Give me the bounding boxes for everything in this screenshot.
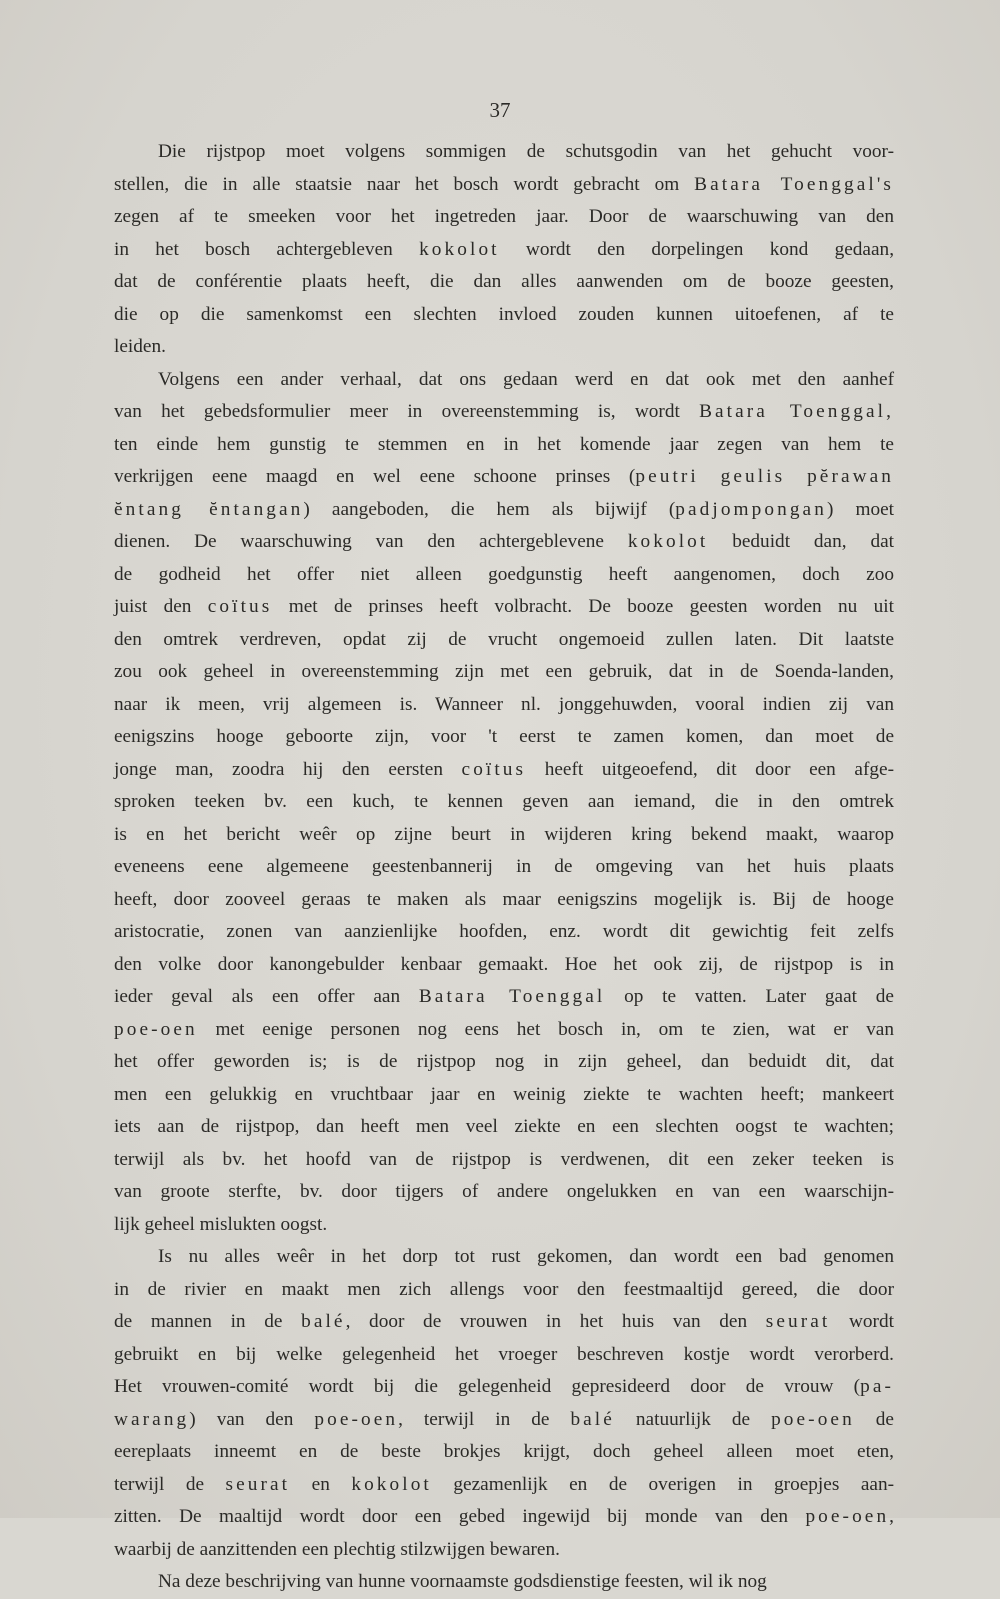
text-segment: van het gebedsformulier meer in overeenstemming is, wordt	[114, 401, 700, 422]
text-segment: Is nu alles weêr in het dorp tot rust gekomen, dan wordt een bad genomen	[158, 1246, 894, 1267]
text-line	[114, 754, 894, 787]
text-line	[114, 299, 894, 332]
spaced-term: seurat	[225, 1473, 291, 1495]
text-line	[114, 884, 894, 917]
text-segment: heeft, door zooveel geraas te maken als maar eenigszins mogelijk is. Bij de hooge	[114, 888, 894, 910]
text-segment: Die rijstpop moet volgens sommigen de schutsgodin van het gehucht voor-	[158, 141, 894, 162]
text-segment: , terwijl in de	[398, 1408, 571, 1430]
text-segment: van groote sterfte, bv. door tijgers of andere ongelukken en van een waarschijn-	[114, 1181, 894, 1202]
text-segment: beduidt dan, dat	[708, 531, 894, 552]
text-line	[114, 624, 894, 657]
text-segment: gezamenlijk en de overigen in groepjes aan-	[431, 1473, 895, 1495]
text-line	[114, 1241, 894, 1274]
text-line	[114, 1371, 894, 1404]
text-segment: wordt	[830, 1311, 894, 1332]
text-segment: ) moet	[826, 498, 895, 520]
text-line	[114, 1014, 894, 1047]
text-segment: juist den	[114, 596, 208, 617]
text-line	[114, 1306, 894, 1339]
text-segment: en	[290, 1473, 352, 1495]
text-segment: ten einde hem gunstig te stemmen en in het komende jaar zegen van hem te	[114, 433, 894, 455]
text-line	[114, 721, 894, 754]
text-segment: sproken teeken bv. een kuch, te kennen geven aan iemand, die in den omtrek	[114, 791, 894, 812]
text-line	[114, 1111, 894, 1144]
text-line	[114, 201, 894, 234]
spaced-term: kokolot	[351, 1473, 432, 1495]
text-line	[114, 1534, 894, 1567]
text-line	[114, 559, 894, 592]
text-line	[114, 136, 894, 169]
text-line	[114, 234, 894, 267]
spaced-term: coïtus	[461, 758, 527, 780]
spaced-term: padjompongan	[675, 498, 827, 520]
paragraph	[114, 1241, 894, 1566]
text-segment: lijk geheel mislukten oogst.	[114, 1213, 328, 1235]
spaced-term: warang	[114, 1408, 190, 1430]
text-segment: gebruikt en bij welke gelegenheid het vroeger beschreven kostje wordt verorberd.	[114, 1343, 894, 1365]
text-segment: in het bosch achtergebleven	[114, 238, 420, 260]
spaced-term: balé	[570, 1408, 615, 1430]
text-line	[114, 494, 894, 527]
text-segment: Het vrouwen-comité wordt bij die gelegenheid gepresideerd door de vrouw (	[114, 1376, 861, 1397]
text-line	[114, 1339, 894, 1372]
text-segment: men een gelukkig en vruchtbaar jaar en weinig ziekte te wachten heeft; mankeert	[114, 1083, 894, 1105]
text-line	[114, 526, 894, 559]
text-line	[114, 591, 894, 624]
text-segment: eereplaats inneemt en de beste brokjes krijgt, doch geheel alleen moet eten,	[114, 1441, 894, 1462]
text-segment: eenigszins hooge geboorte zijn, voor 't eerst te zamen komen, dan moet de	[114, 726, 894, 747]
text-segment: ) aangeboden, die hem als bijwijf (	[303, 498, 676, 520]
text-segment: ) van den	[189, 1408, 315, 1430]
text-segment: iets aan de rijstpop, dan heeft men veel ziekte en een slechten oogst te wachten;	[114, 1116, 894, 1137]
text-line	[114, 169, 894, 202]
text-segment: is en het bericht weêr op zijne beurt in wijderen kring bekend maakt, waarop	[114, 823, 894, 845]
spaced-term: ĕntang ĕntangan	[114, 498, 304, 520]
spaced-term: kokolot	[627, 531, 709, 552]
text-line	[114, 1046, 894, 1079]
text-segment: de godheid het offer niet alleen goedgunstig heeft aangenomen, doch zoo	[114, 563, 894, 585]
spaced-term: balé	[301, 1311, 346, 1332]
text-segment: met de prinses heeft volbracht. De booze geesten worden nu uit	[272, 596, 894, 617]
text-line	[114, 689, 894, 722]
text-segment: Na deze beschrijving van hunne voornaamste godsdienstige feesten, wil ik nog	[158, 1571, 767, 1592]
paragraph	[114, 1566, 894, 1599]
text-line	[114, 1176, 894, 1209]
text-line	[114, 786, 894, 819]
text-segment: ieder geval als een offer aan	[114, 986, 419, 1007]
text-line	[114, 1566, 894, 1599]
paragraph	[114, 364, 894, 1242]
text-segment: terwijl de	[114, 1473, 226, 1495]
text-segment: eveneens eene algemeene geestenbannerij in de omgeving van het huis plaats	[114, 856, 894, 877]
text-segment: het offer geworden is; is de rijstpop nog in zijn geheel, dan beduidt dit, dat	[114, 1051, 894, 1072]
spaced-term: poe-oen	[805, 1506, 890, 1527]
text-line	[114, 851, 894, 884]
text-segment: de	[854, 1408, 894, 1430]
text-segment: terwijl als bv. het hoofd van de rijstpop is verdwenen, dit een zeker teeken is	[114, 1148, 894, 1170]
text-segment: jonge man, zoodra hij den eersten	[114, 758, 462, 780]
spaced-term: seurat	[765, 1311, 831, 1332]
spaced-term: coïtus	[207, 596, 273, 617]
spaced-term: kokolot	[419, 238, 500, 260]
spaced-term: peutri geulis pĕrawan	[635, 466, 894, 487]
text-line	[114, 819, 894, 852]
text-segment: aristocratie, zonen van aanzienlijke hoofden, enz. wordt dit gewichtig feit zelfs	[114, 921, 894, 942]
text-line	[114, 396, 894, 429]
spaced-term: poe-oen	[771, 1408, 855, 1430]
text-segment: leiden.	[114, 336, 166, 357]
spaced-term: poe-oen	[314, 1408, 399, 1430]
text-segment: in de rivier en maakt men zich allengs voor den feestmaaltijd gereed, die door	[114, 1278, 894, 1300]
page-number: 37	[489, 98, 511, 122]
text-line	[114, 1079, 894, 1112]
text-line	[114, 1144, 894, 1177]
text-line	[114, 1404, 894, 1437]
text-segment: die op die samenkomst een slechten invloed zouden kunnen uitoefenen, af te	[114, 303, 894, 325]
spaced-term: pa-	[860, 1376, 894, 1397]
text-segment: stellen, die in alle staatsie naar het bosch wordt gebracht om	[114, 173, 695, 195]
text-line	[114, 916, 894, 949]
text-segment: naar ik meen, vrij algemeen is. Wanneer nl. jonggehuwden, vooral indien zij van	[114, 693, 894, 715]
text-segment: dat de conférentie plaats heeft, die dan alles aanwenden om de booze geesten,	[114, 271, 894, 292]
text-segment: zou ook geheel in overeenstemming zijn met een gebruik, dat in de Soenda-landen,	[114, 661, 894, 682]
text-segment: met eenige personen nog eens het bosch in, om te zien, wat er van	[197, 1018, 894, 1040]
text-line	[114, 1469, 894, 1502]
text-segment: wordt den dorpelingen kond gedaan,	[499, 238, 895, 260]
text-line	[114, 429, 894, 462]
text-segment: zitten. De maaltijd wordt door een gebed ingewijd bij monde van den	[114, 1506, 806, 1527]
text-segment: de mannen in de	[114, 1311, 302, 1332]
text-line	[114, 266, 894, 299]
text-line	[114, 331, 894, 364]
text-segment: op te vatten. Later gaat de	[605, 986, 894, 1007]
text-segment: Volgens een ander verhaal, dat ons gedaan werd en dat ook met den aanhef	[158, 368, 894, 390]
spaced-term: Batara Toenggal	[418, 986, 606, 1007]
text-segment: den volke door kanongebulder kenbaar gemaakt. Hoe het ook zij, de rijstpop is in	[114, 953, 894, 975]
text-line	[114, 949, 894, 982]
text-line	[114, 461, 894, 494]
text-segment: dienen. De waarschuwing van den achtergeblevene	[114, 531, 628, 552]
text-segment: , door de vrouwen in het huis van den	[345, 1311, 766, 1332]
text-segment: verkrijgen eene maagd en wel eene schoone prinses (	[114, 466, 636, 487]
text-line	[114, 981, 894, 1014]
text-segment: natuurlijk de	[614, 1408, 772, 1430]
text-line	[114, 1501, 894, 1534]
text-segment: den omtrek verdreven, opdat zij de vrucht ongemoeid zullen laten. Dit laatste	[114, 628, 894, 650]
text-line	[114, 1274, 894, 1307]
body-text	[114, 136, 894, 1599]
text-segment: waarbij de aanzittenden een plechtig stilzwijgen bewaren.	[114, 1538, 560, 1560]
text-line	[114, 1209, 894, 1242]
text-line	[114, 1436, 894, 1469]
text-line	[114, 656, 894, 689]
paragraph	[114, 136, 894, 364]
text-segment: ,	[889, 1506, 894, 1527]
spaced-term: poe-oen	[114, 1018, 198, 1040]
spaced-term: Batara Toenggal's	[694, 173, 894, 195]
text-segment: heeft uitgeoefend, dit door een afge-	[526, 758, 894, 780]
spaced-term: Batara Toenggal,	[699, 401, 894, 422]
text-line	[114, 364, 894, 397]
text-segment: zegen af te smeeken voor het ingetreden jaar. Door de waarschuwing van den	[114, 206, 894, 227]
